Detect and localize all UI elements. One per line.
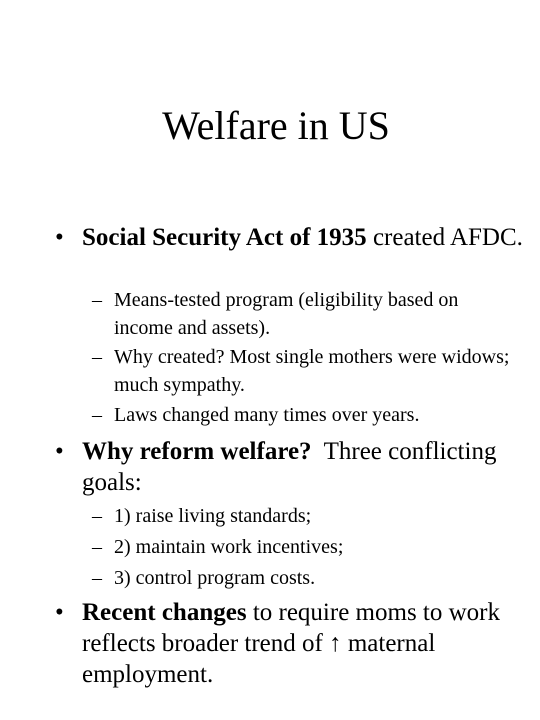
sub-bullet-text: 2) maintain work incentives; bbox=[114, 536, 344, 558]
bullet-item bbox=[55, 597, 525, 690]
sub-bullet-item bbox=[92, 564, 522, 592]
sub-bullet-text: 1) raise living standards; bbox=[114, 505, 312, 527]
dash-marker: – bbox=[92, 404, 102, 426]
bullet-marker: • bbox=[55, 438, 64, 465]
sub-bullet-item bbox=[92, 343, 522, 399]
sub-bullet-text: Laws changed many times over years. bbox=[114, 404, 420, 426]
bullet-bold-text: Why reform welfare? bbox=[82, 438, 312, 465]
sub-bullet-item bbox=[92, 286, 522, 342]
bullet-marker: • bbox=[55, 224, 64, 251]
dash-marker: – bbox=[92, 346, 102, 368]
bullet-text bbox=[82, 597, 525, 690]
dash-marker: – bbox=[92, 567, 102, 589]
bullet-rest-text: Three conflicting goals: bbox=[82, 438, 503, 496]
sub-bullet-text: 3) control program costs. bbox=[114, 567, 316, 589]
bullet-rest-text: created AFDC. bbox=[366, 224, 523, 251]
sub-bullet-item bbox=[92, 502, 522, 530]
bullet-item bbox=[55, 436, 525, 498]
sub-bullet-item bbox=[92, 401, 522, 429]
dash-marker: – bbox=[92, 505, 102, 527]
bullet-text bbox=[82, 222, 525, 253]
sub-bullet-text: Why created? Most single mothers were widows; much sympathy. bbox=[114, 346, 510, 396]
bullet-marker: • bbox=[55, 599, 64, 626]
bullet-bold-text: Social Security Act of 1935 bbox=[82, 224, 367, 251]
dash-marker: – bbox=[92, 536, 102, 558]
bullet-text bbox=[82, 436, 525, 498]
bullet-bold-text: Recent changes bbox=[82, 599, 247, 626]
sub-bullet-item bbox=[92, 533, 522, 561]
dash-marker: – bbox=[92, 289, 102, 311]
bullet-item bbox=[55, 222, 525, 253]
bullet-rest-text: to require moms to work reflects broader trend of ↑ maternal employment. bbox=[82, 599, 500, 688]
slide-title: Welfare in US bbox=[162, 103, 390, 148]
sub-bullet-text: Means-tested program (eligibility based on income and assets). bbox=[114, 289, 459, 339]
